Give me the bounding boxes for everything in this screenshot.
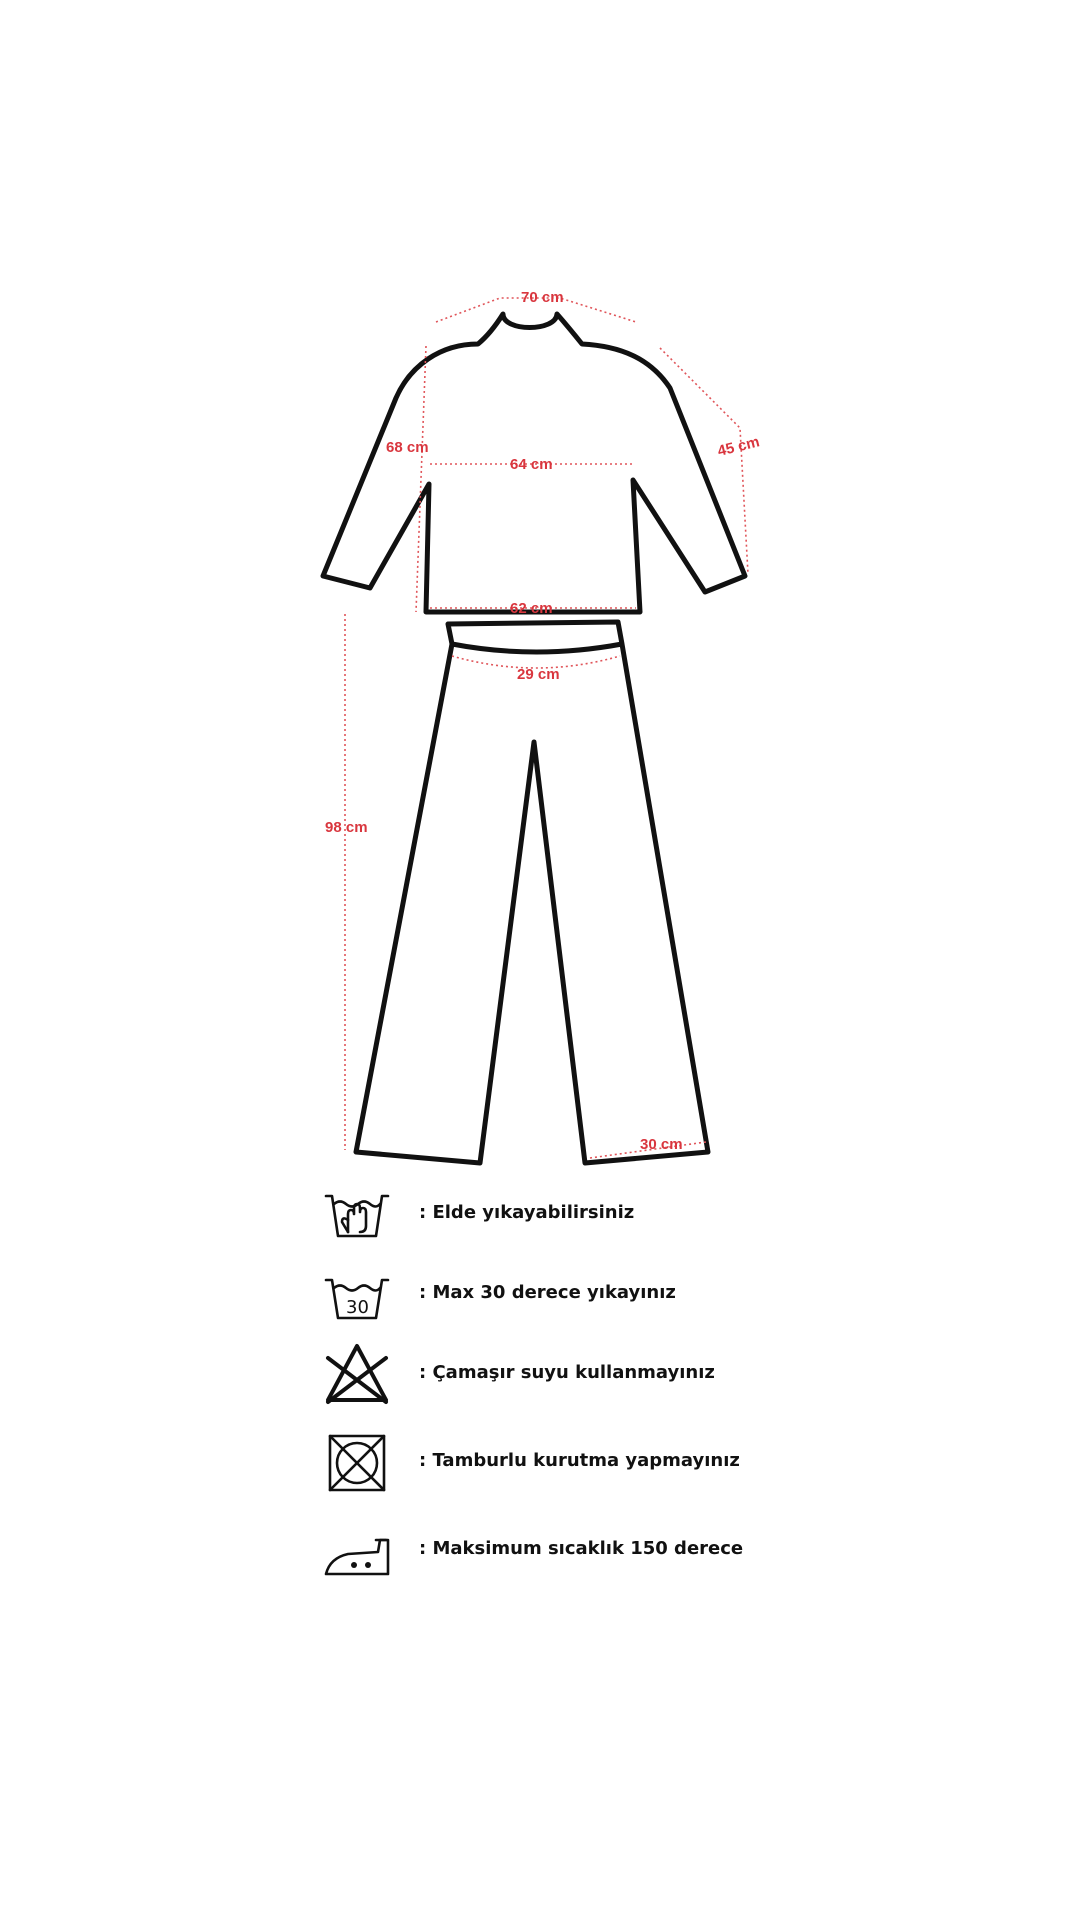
shoulder-width-label: 70 cm <box>521 289 564 306</box>
no-bleach-icon <box>322 1340 392 1410</box>
waist-width-label: 29 cm <box>517 666 560 683</box>
care-item-no-tumble-dry <box>322 1428 822 1498</box>
no-tumble-dry-icon <box>322 1428 392 1498</box>
care-text-no-tumble-dry: : Tamburlu kurutma yapmayınız <box>419 1450 740 1471</box>
pants-length-label: 98 cm <box>325 819 368 836</box>
sleeve-length-label: 45 cm <box>715 433 762 461</box>
care-text-wash-30: : Max 30 derece yıkayınız <box>419 1282 676 1303</box>
care-text-hand-wash: : Elde yıkayabilirsiniz <box>419 1202 635 1223</box>
care-item-no-bleach <box>322 1340 822 1410</box>
wash-temperature-number: 30 <box>346 1297 369 1318</box>
iron-150-icon <box>322 1516 392 1586</box>
care-item-wash-30 <box>322 1260 822 1330</box>
hand-wash-icon <box>322 1180 392 1250</box>
care-text-iron-150: : Maksimum sıcaklık 150 derece <box>419 1538 744 1559</box>
care-item-hand-wash <box>322 1180 822 1250</box>
care-item-iron-150 <box>322 1516 822 1586</box>
care-text-no-bleach: : Çamaşır suyu kullanmayınız <box>419 1362 715 1383</box>
wash-30-icon <box>322 1260 392 1330</box>
leg-opening-label: 30 cm <box>640 1136 683 1153</box>
hem-width-label: 62 cm <box>510 600 553 617</box>
top-length-label: 68 cm <box>386 439 429 456</box>
pants-outline <box>356 622 708 1163</box>
chest-width-label: 64 cm <box>510 456 553 473</box>
